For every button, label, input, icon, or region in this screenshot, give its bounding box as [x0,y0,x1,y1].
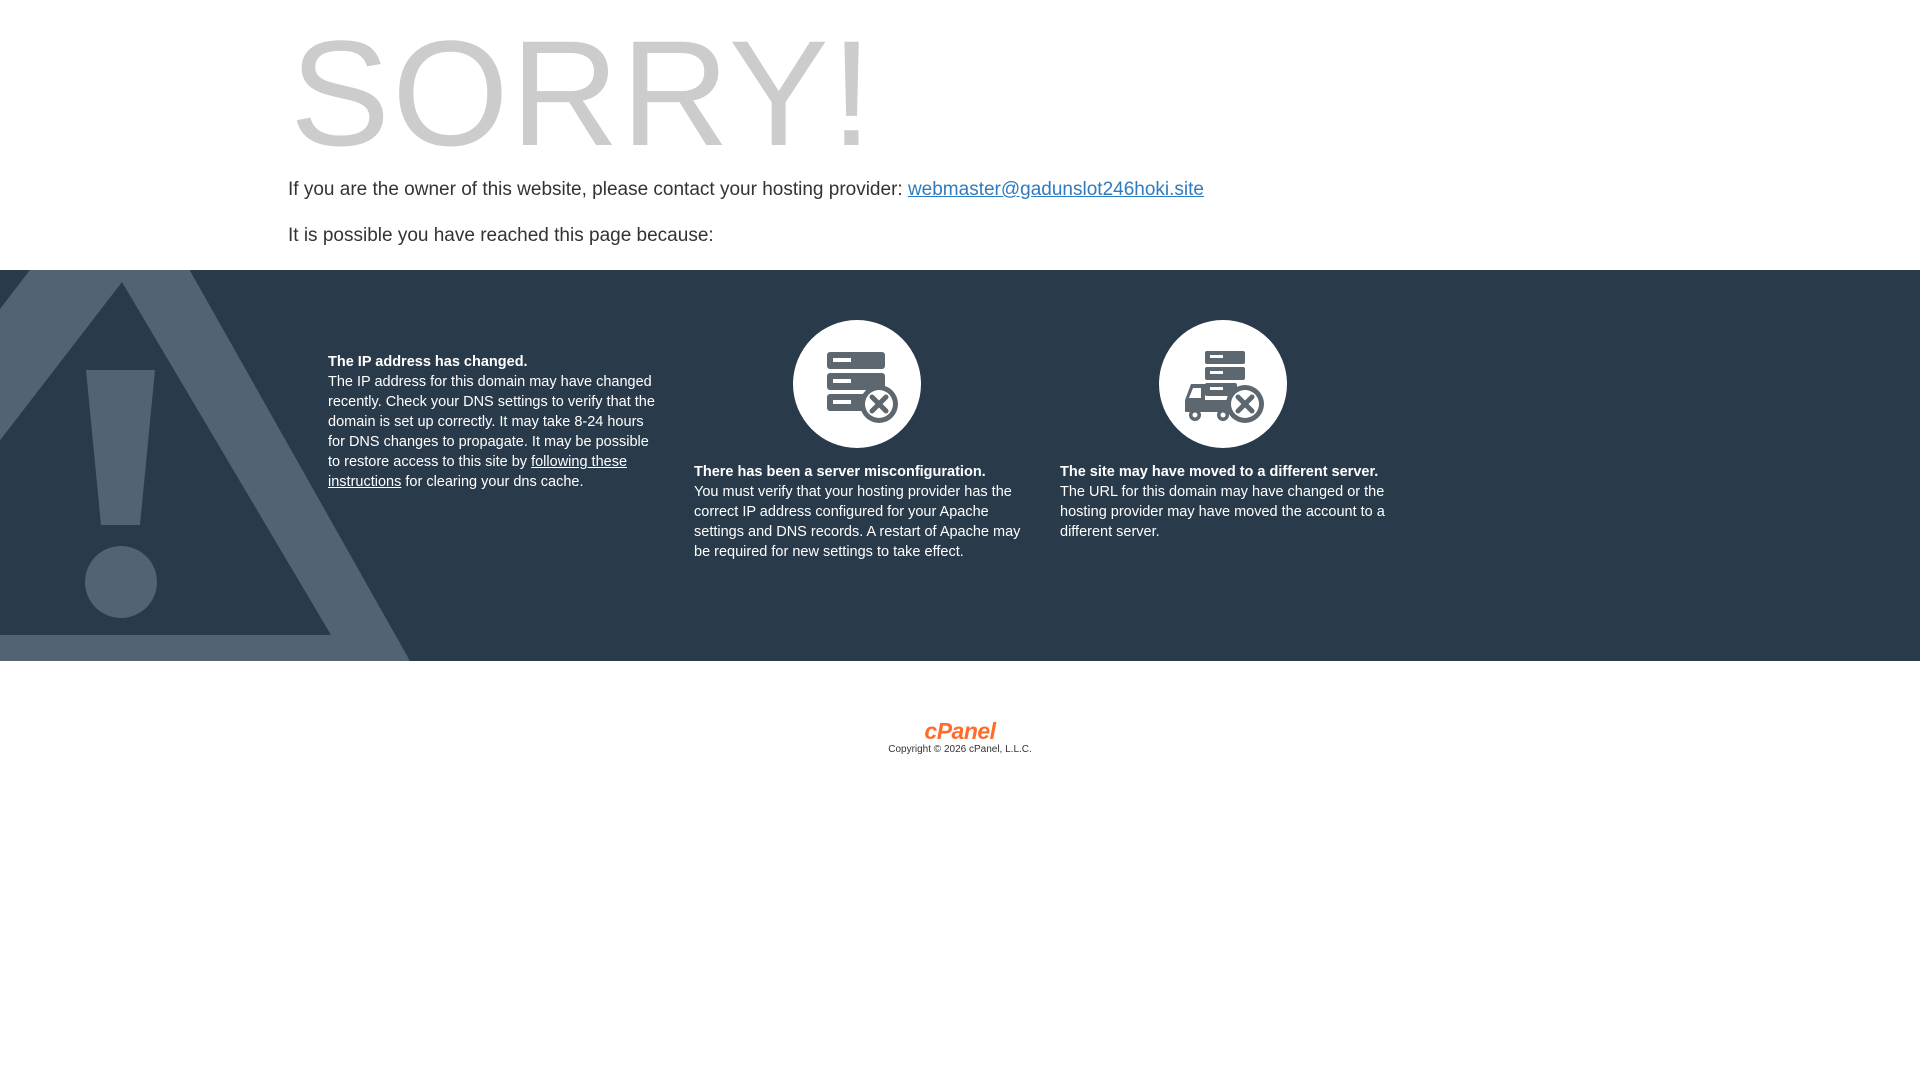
contact-email-link[interactable]: webmaster@gadunslot246hoki.site [907,179,1204,200]
server-moved-icon-circle [1159,320,1287,448]
reason-ip-changed [328,352,658,492]
reason-text [328,372,658,492]
reason-text-part: The IP address for this domain may have changed recently. Check your DNS settings to verify that the domain is set up correctly. It may take 8-24 hours for DNS changes to propagate. It may be possible to restore access to this site by [328,374,655,470]
page-title: SORRY! [290,9,875,177]
server-error-icon [793,320,921,448]
reasons-band [0,270,1920,661]
server-error-icon-circle [793,320,921,448]
reason-text-part: for clearing your dns cache. [401,474,584,490]
reason-title: The site may have moved to a different server. [1060,464,1379,480]
reason-title: There has been a server misconfiguration. [694,464,986,480]
server-moved-icon [1159,320,1287,448]
copyright-text: Copyright © 2026 cPanel, L.L.C. [888,744,1032,755]
contact-line [288,179,1204,201]
reason-server-moved [1060,320,1390,542]
reason-title: The IP address has changed. [328,354,528,370]
reason-intro: It is possible you have reached this page because: [288,225,714,246]
reason-server-misconfig [694,320,1024,562]
footer [0,718,1920,755]
reason-text: You must verify that your hosting provider has the correct IP address configured for your Apache settings and DNS records. A restart of Apache may be required for new settings to take effect. [694,484,1021,560]
reason-text: The URL for this domain may have changed or the hosting provider may have moved the account to a different server. [1060,484,1385,540]
cpanel-logo[interactable]: cPanel [924,718,996,744]
instructions-link[interactable]: following these instructions [328,454,628,490]
contact-text: If you are the owner of this website, please contact your hosting provider: [288,179,908,200]
